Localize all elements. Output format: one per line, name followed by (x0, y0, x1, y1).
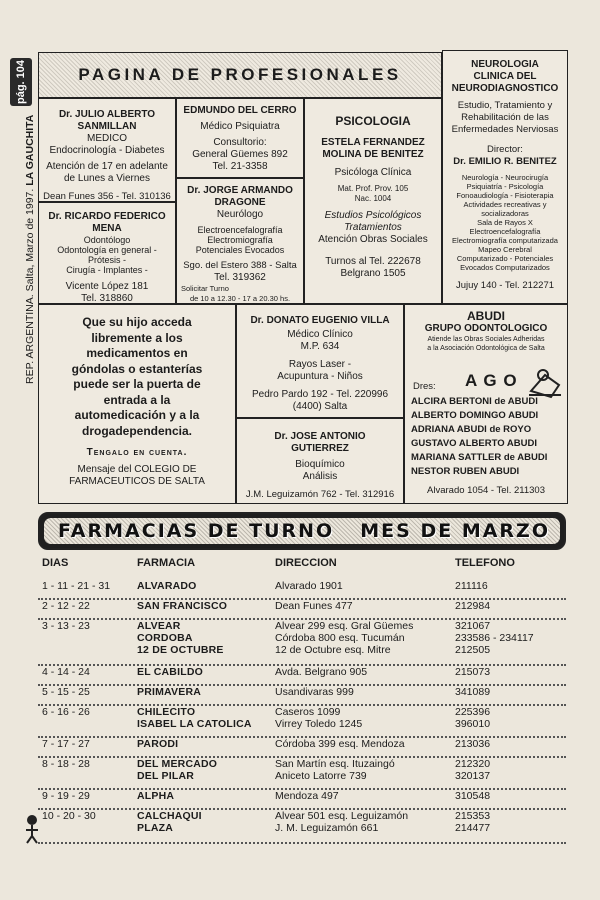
card-dragone (176, 178, 304, 304)
card-phone: Tel. 319362 (214, 272, 266, 283)
ad-signature: Mensaje del COLEGIO DE (77, 464, 197, 475)
card-phone: Turnos al Tel. 222678 (325, 256, 421, 267)
cell-farmacia: DEL MERCADO (137, 758, 218, 770)
card-contact: Pedro Pardo 192 - Tel. 220996 (251, 389, 389, 400)
ad-text: entrada a la (103, 392, 171, 407)
card-label: Consultorio: (213, 137, 267, 148)
cell-farmacia: PRIMAVERA (137, 686, 202, 698)
mascot-icon (20, 812, 44, 844)
ad-text: libremente a los (91, 330, 183, 345)
ad-text: Que su hijo acceda (82, 315, 192, 329)
cell-telefono: 215353 (455, 810, 491, 822)
card-phone: Tel. 21-3358 (212, 161, 268, 172)
cell-telefono: 212320 (455, 758, 491, 770)
cell-telefono: 396010 (455, 718, 491, 730)
card-name: Dr. DONATO EUGENIO VILLA (250, 315, 390, 326)
card-name: Dr. JOSE ANTONIO (274, 431, 366, 442)
card-contact: Alvarado 1054 - Tel. 211303 (427, 485, 545, 496)
card-specialty: Análisis (302, 471, 338, 482)
card-title: Neurólogo (216, 209, 264, 220)
card-description: Enfermedades Nerviosas (451, 124, 559, 135)
table-row (38, 578, 566, 600)
card-specialty: Computarizado - Potenciales (456, 254, 554, 263)
banner-right-title: MES DE MARZO (360, 520, 550, 542)
card-specialty: Electroencefalografía (469, 227, 541, 236)
card-contact: Dean Funes 356 - Tel. 310136 (43, 191, 171, 202)
card-specialty: Evocados Computarizados (460, 263, 550, 272)
cell-farmacia: SAN FRANCISCO (137, 600, 228, 612)
card-name: GUTIERREZ (291, 443, 349, 454)
cell-direccion: Caseros 1099 (275, 706, 341, 718)
card-specialty: Psiquiatría - Psicología (466, 182, 544, 191)
cell-farmacia: PLAZA (137, 822, 173, 834)
cell-dias: 3 - 13 - 23 (42, 620, 90, 632)
table-row (38, 756, 566, 790)
card-specialty: Tratamientos (344, 222, 402, 233)
table-row (38, 684, 566, 706)
card-heading: NEUROLOGIA (471, 59, 539, 70)
cell-dias: 8 - 18 - 28 (42, 758, 90, 770)
card-contact: J.M. Leguizamón 762 - Tel. 312916 (245, 489, 395, 500)
card-gutierrez (236, 418, 404, 504)
col-header-direccion: DIRECCION (275, 557, 337, 569)
cell-dias: 5 - 15 - 25 (42, 686, 90, 698)
table-row (38, 736, 566, 758)
card-name: Dr. JULIO ALBERTO (58, 109, 156, 120)
card-name: MOLINA DE BENITEZ (322, 149, 424, 160)
card-description: Rehabilitación de las (461, 112, 549, 123)
cell-dias: 4 - 14 - 24 (42, 666, 90, 678)
cell-direccion: Dean Funes 477 (275, 600, 353, 612)
card-heading: PSICOLOGIA (335, 114, 411, 128)
card-sanmillan (38, 98, 176, 202)
card-title: Odontólogo (83, 235, 131, 245)
card-address: Vicente López 181 (65, 281, 149, 292)
side-caption-text: REP. ARGENTINA. Salta, Marzo de 1997. (24, 185, 36, 384)
card-registration: Mat. Prof. Prov. 105 (337, 184, 409, 193)
card-address: (4400) Salta (292, 401, 348, 412)
card-specialty: socializadoras (481, 209, 529, 218)
abudi-doctor: MARIANA SATTLER de ABUDI (411, 452, 548, 463)
table-row (38, 788, 566, 810)
cell-farmacia: 12 DE OCTUBRE (137, 644, 224, 656)
cell-telefono: 233586 - 234117 (455, 632, 534, 644)
abudi-doctor: ALCIRA BERTONI de ABUDI (411, 396, 538, 407)
cell-direccion: Avda. Belgrano 905 (275, 666, 368, 678)
card-name: Dr. EMILIO R. BENITEZ (453, 156, 557, 167)
card-heading: ABUDI (467, 309, 505, 323)
page-title: PAGINA DE PROFESIONALES (78, 65, 402, 84)
cell-telefono: 321067 (455, 620, 491, 632)
cell-direccion: Alvear 501 esq. Leguizamón (275, 810, 409, 822)
cell-telefono: 310548 (455, 790, 491, 802)
cell-telefono: 211116 (455, 580, 488, 592)
cell-direccion: San Martín esq. Ituzaingó (275, 758, 395, 770)
cell-direccion: Mendoza 497 (275, 790, 339, 802)
cell-direccion: Alvear 299 esq. Gral Güemes (275, 620, 414, 632)
cell-dias: 6 - 16 - 26 (42, 706, 90, 718)
table-row (38, 808, 566, 844)
cell-telefono: 214477 (455, 822, 491, 834)
table-row (38, 664, 566, 686)
table-row (38, 704, 566, 738)
cell-dias: 10 - 20 - 30 (42, 810, 96, 822)
card-title: GRUPO ODONTOLOGICO (424, 323, 548, 334)
card-name: EDMUNDO DEL CERRO (183, 105, 297, 116)
cell-direccion: Usandivaras 999 (275, 686, 354, 698)
card-address: Sgo. del Estero 388 - Salta (183, 260, 297, 271)
card-villa (236, 304, 404, 418)
abudi-doctor-list (411, 395, 547, 479)
cell-farmacia: EL CABILDO (137, 666, 203, 678)
cell-farmacia: ALVEAR (137, 620, 181, 632)
card-specialty: Fonoaudiología - Fisioterapia (456, 191, 554, 200)
card-psicologia (304, 98, 442, 304)
card-hours: de Lunes a Viernes (64, 173, 150, 184)
cell-dias: 2 - 12 - 22 (42, 600, 90, 612)
ad-colegio-farmaceuticos (38, 304, 236, 504)
ad-note: Tengalo en cuenta. (86, 447, 188, 458)
pharmacy-banner (38, 512, 566, 550)
card-specialty: Estudios Psicológicos (324, 210, 422, 221)
card-name: ESTELA FERNANDEZ (321, 137, 425, 148)
cell-direccion: J. M. Leguizamón 661 (275, 822, 379, 834)
card-delcerro (176, 98, 304, 178)
cell-direccion: Aniceto Latorre 739 (275, 770, 367, 782)
page-number-tab (10, 58, 32, 106)
card-specialty: Neurología - Neurocirugía (461, 173, 549, 182)
table-row (38, 598, 566, 620)
card-heading: CLINICA DEL (473, 71, 537, 82)
card-specialty: Electromiografía (207, 235, 273, 245)
ago-logo-text: A G O (465, 371, 518, 390)
cell-telefono: 320137 (455, 770, 491, 782)
cell-telefono: 213036 (455, 738, 491, 750)
card-title: Bioquímico (295, 459, 345, 470)
cell-dias: 7 - 17 - 27 (42, 738, 90, 750)
card-phone: Tel. 318860 (81, 293, 133, 304)
cell-telefono: 212505 (455, 644, 491, 656)
card-title: Médico Psiquiatra (200, 121, 280, 132)
cell-direccion: Córdoba 399 esq. Mendoza (275, 738, 405, 750)
cell-farmacia: CORDOBA (137, 632, 193, 644)
card-title: MEDICO (87, 133, 127, 144)
cell-farmacia: DEL PILAR (137, 770, 195, 782)
abudi-doctor: ALBERTO DOMINGO ABUDI (411, 410, 539, 421)
card-specialty: Cirugía - Implantes - (66, 265, 148, 275)
abudi-doctor: ADRIANA ABUDI de ROYO (411, 424, 532, 435)
cell-direccion: Córdoba 800 esq. Tucumán (275, 632, 405, 644)
card-description: Estudio, Tratamiento y (457, 100, 553, 111)
card-note: a la Asociación Odontológica de Salta (427, 345, 545, 352)
col-header-dias: DIAS (42, 557, 69, 569)
banner-left-title: FARMACIAS DE TURNO (58, 520, 335, 542)
card-name: Dr. RICARDO FEDERICO (48, 211, 166, 222)
abudi-doctor: NESTOR RUBEN ABUDI (411, 466, 520, 477)
col-header-telefono: TELEFONO (455, 557, 515, 569)
cell-telefono: 215073 (455, 666, 491, 678)
card-mena (38, 202, 176, 304)
side-caption (24, 115, 36, 384)
card-contact: Jujuy 140 - Tel. 212271 (455, 280, 555, 291)
ad-text: medicamentos en (86, 346, 188, 360)
cell-direccion: Virrey Toledo 1245 (275, 718, 363, 730)
card-specialty: Prótesis - (87, 255, 126, 265)
card-specialty: Odontología en general - (57, 245, 157, 255)
card-neurologia (442, 50, 568, 304)
ad-text: automedicación y a la (74, 408, 200, 422)
cell-farmacia: ALPHA (137, 790, 175, 802)
card-title: Psicóloga Clínica (334, 167, 412, 178)
card-specialty: Actividades recreativas y (463, 200, 547, 209)
ad-text: góndolas o estanterías (71, 361, 203, 376)
card-label: Dres: (413, 381, 436, 392)
card-note: Atención Obras Sociales (318, 234, 428, 245)
cell-telefono: 212984 (455, 600, 491, 612)
card-hours: Atención de 17 en adelante (46, 161, 168, 172)
card-address: Belgrano 1505 (340, 268, 406, 279)
card-specialty: Mapeo Cerebral (478, 245, 532, 254)
card-abudi (404, 304, 568, 504)
card-note: Atiende las Obras Sociales Adheridas (427, 336, 545, 343)
card-specialty: Acupuntura - Niños (277, 371, 363, 382)
card-specialty: Sala de Rayos X (477, 218, 533, 227)
col-header-farmacia: FARMACIA (137, 557, 196, 569)
card-note: de 10 a 12.30 - 17 a 20.30 hs. (189, 294, 291, 303)
cell-farmacia: CHILECITO (137, 706, 196, 718)
card-name: DRAGONE (214, 197, 266, 208)
page-title-box (38, 52, 442, 98)
card-name: MENA (92, 223, 122, 234)
cell-farmacia: ALVARADO (137, 580, 197, 592)
card-registration: Nac. 1004 (354, 194, 392, 203)
card-title: Médico Clínico (287, 329, 353, 340)
card-specialty: Potenciales Evocados (195, 245, 285, 255)
table-row (38, 618, 566, 666)
cell-telefono: 225396 (455, 706, 491, 718)
side-caption-brand: LA GAUCHITA (24, 114, 36, 186)
card-name: SANMILLAN (77, 121, 137, 132)
card-address: General Güemes 892 (192, 149, 288, 160)
card-specialty: Endocrinología - Diabetes (49, 145, 165, 156)
card-specialty: Rayos Laser - (288, 359, 352, 370)
ad-text: drogadependencia. (81, 423, 193, 438)
cell-telefono: 341089 (455, 686, 491, 698)
cell-farmacia: PARODI (137, 738, 179, 750)
ad-signature: FARMACEUTICOS DE SALTA (69, 476, 205, 487)
card-name: Dr. JORGE ARMANDO (187, 185, 293, 196)
cell-dias: 9 - 19 - 29 (42, 790, 90, 802)
cell-direccion: 12 de Octubre esq. Mitre (275, 644, 391, 656)
cell-dias: 1 - 11 - 21 - 31 (42, 580, 111, 592)
card-specialty: Electroencefalografía (197, 225, 283, 235)
card-specialty: Electromiografía computarizada (452, 236, 558, 245)
ad-text: puede ser la puerta de (73, 377, 201, 391)
cell-farmacia: CALCHAQUI (137, 810, 202, 822)
abudi-doctor: GUSTAVO ALBERTO ABUDI (411, 438, 537, 449)
card-registration: M.P. 634 (300, 341, 340, 352)
page-number: pág. 104 (15, 59, 27, 105)
cell-farmacia: ISABEL LA CATOLICA (137, 718, 252, 730)
cell-direccion: Alvarado 1901 (275, 580, 343, 592)
card-note: Solicitar Turno (181, 284, 229, 293)
card-label: Director: (487, 144, 523, 155)
card-heading: NEURODIAGNOSTICO (451, 83, 559, 94)
